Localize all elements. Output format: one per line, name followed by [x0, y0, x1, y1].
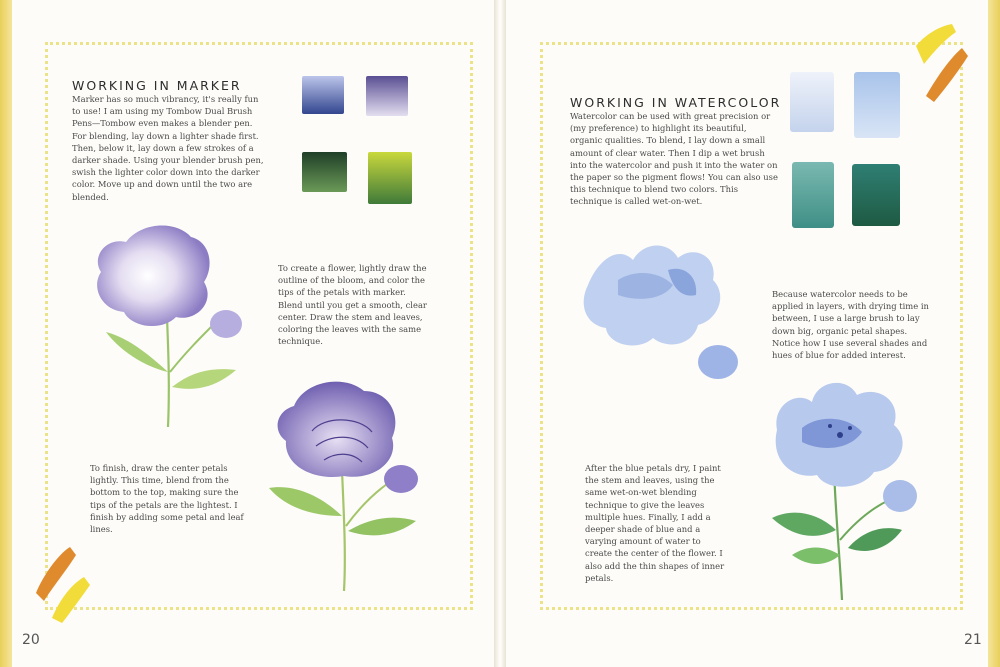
marker-step2-text: To finish, draw the center petals lightly. This time, blend from the bottom to the top, making sure the tips of the petals are the lightest. I finish by adding some petal and leaf lines.: [90, 463, 244, 535]
flower-illustration-icon: [584, 245, 738, 379]
watercolor-swatches: [790, 70, 905, 232]
left-brush-strokes: [32, 543, 92, 625]
marker-swatches: [302, 74, 412, 209]
page-number-right: 21: [964, 632, 982, 648]
watercolor-intro-text: Watercolor can be used with great precision or (my preference) to highlight its beautiful, organic qualities. To blend, I lay down a small amount of clear water. Then I dip a wet brush into the watercolor and push it into the water on the paper so the pigment flows! You can also use this technique to blend two colors. This technique is called wet-on-wet.: [570, 111, 778, 207]
watercolor-step1-text: Because watercolor needs to be applied in layers, with drying time in between, I use a large brush to lay down big, organic petal shapes. Notice how I use several shades and hues of blue for added interest.: [772, 289, 929, 361]
marker-flower-step2: [264, 376, 424, 596]
page-title-marker: WORKING IN MARKER: [72, 78, 242, 93]
marker-step1-text: To create a flower, lightly draw the outline of the bloom, and color the tips of the petals with marker. Blend until you get a smooth, clear center. Draw the stem and leaves, coloring the leaves with the same technique.: [278, 263, 427, 347]
page-title-watercolor: WORKING IN WATERCOLOR: [570, 95, 782, 110]
color-swatch-icon: [790, 72, 900, 228]
brush-stroke-icon: [916, 24, 968, 102]
watercolor-flower-step1: [578, 240, 748, 385]
flower-illustration-icon: [269, 382, 418, 591]
watercolor-step2-text: After the blue petals dry, I paint the stem and leaves, using the same wet-on-wet blending technique to give the leaves multiple hues. Finally, I add a deeper shade of blue and a varying amount of water to create the center of the flower. I also add the thin shapes of inner petals.: [585, 463, 725, 583]
marker-intro-text: Marker has so much vibrancy, it's really fun to use! I am using my Tombow Dual Brush Pens—Tombow even makes a blender pen. For blending, lay down a lighter shade first. Then, below it, lay down a few strokes of a darker shade. Using your blender brush pen, swish the lighter color down into the darker color. Move up and down until the two are blended.: [72, 94, 264, 202]
flower-illustration-icon: [97, 226, 242, 427]
page-number-left: 20: [22, 632, 40, 648]
brush-stroke-icon: [36, 547, 90, 623]
flower-illustration-icon: [772, 383, 917, 600]
book-edge-right: [986, 0, 1000, 667]
color-swatch-icon: [302, 76, 412, 204]
book-gutter: [494, 0, 506, 667]
marker-flower-step1: [86, 222, 256, 432]
watercolor-flower-step2: [762, 380, 927, 602]
right-brush-strokes: [912, 24, 972, 106]
